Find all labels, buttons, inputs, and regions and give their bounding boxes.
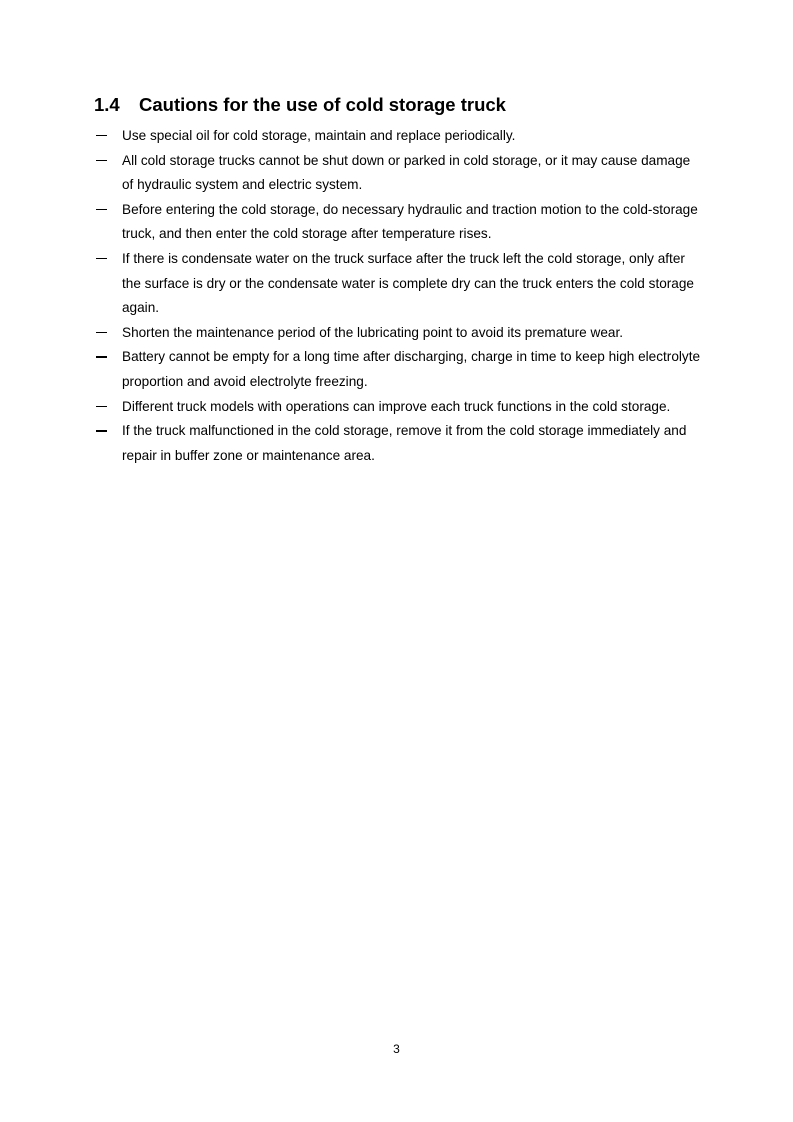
caution-item: [94, 345, 704, 394]
dash-bullet-icon: [96, 430, 107, 431]
caution-item: [94, 124, 704, 149]
caution-text: Shorten the maintenance period of the lubricating point to avoid its premature wear.: [122, 324, 624, 340]
caution-text: Before entering the cold storage, do necessary hydraulic and traction motion to the cold-storage truck, and then enter the cold storage after temperature rises.: [122, 201, 698, 242]
caution-item: [94, 247, 704, 321]
caution-item: [94, 198, 704, 247]
dash-bullet-icon: [96, 332, 107, 333]
caution-text: Use special oil for cold storage, maintain and replace periodically.: [122, 128, 516, 143]
section-title: Cautions for the use of cold storage truck: [139, 94, 506, 115]
caution-item: [94, 149, 704, 198]
caution-text: If the truck malfunctioned in the cold storage, remove it from the cold storage immediately and repair in buffer zone or maintenance area.: [122, 423, 687, 463]
caution-text: Different truck models with operations can improve each truck functions in the cold storage.: [122, 398, 671, 414]
section-heading: [94, 92, 506, 118]
caution-item: [94, 395, 704, 420]
caution-text: If there is condensate water on the truck surface after the truck left the cold storage, only after the surface is dry or the condensate water is complete dry can the truck enters the cold storage again.: [122, 250, 694, 316]
dash-bullet-icon: [96, 258, 107, 259]
dash-bullet-icon: [96, 160, 107, 161]
caution-text: All cold storage trucks cannot be shut down or parked in cold storage, or it may cause damage of hydraulic system and electric system.: [122, 152, 691, 193]
caution-text: Battery cannot be empty for a long time after discharging, charge in time to keep high electrolyte proportion and avoid electrolyte freezing.: [122, 349, 701, 389]
dash-bullet-icon: [96, 406, 107, 407]
dash-bullet-icon: [96, 135, 107, 136]
section-number: 1.4: [94, 94, 120, 115]
cautions-list: [94, 124, 704, 468]
dash-bullet-icon: [96, 209, 107, 210]
page-number: 3: [393, 1042, 400, 1056]
dash-bullet-icon: [96, 356, 107, 357]
caution-item: [94, 321, 704, 346]
caution-item: [94, 419, 704, 468]
